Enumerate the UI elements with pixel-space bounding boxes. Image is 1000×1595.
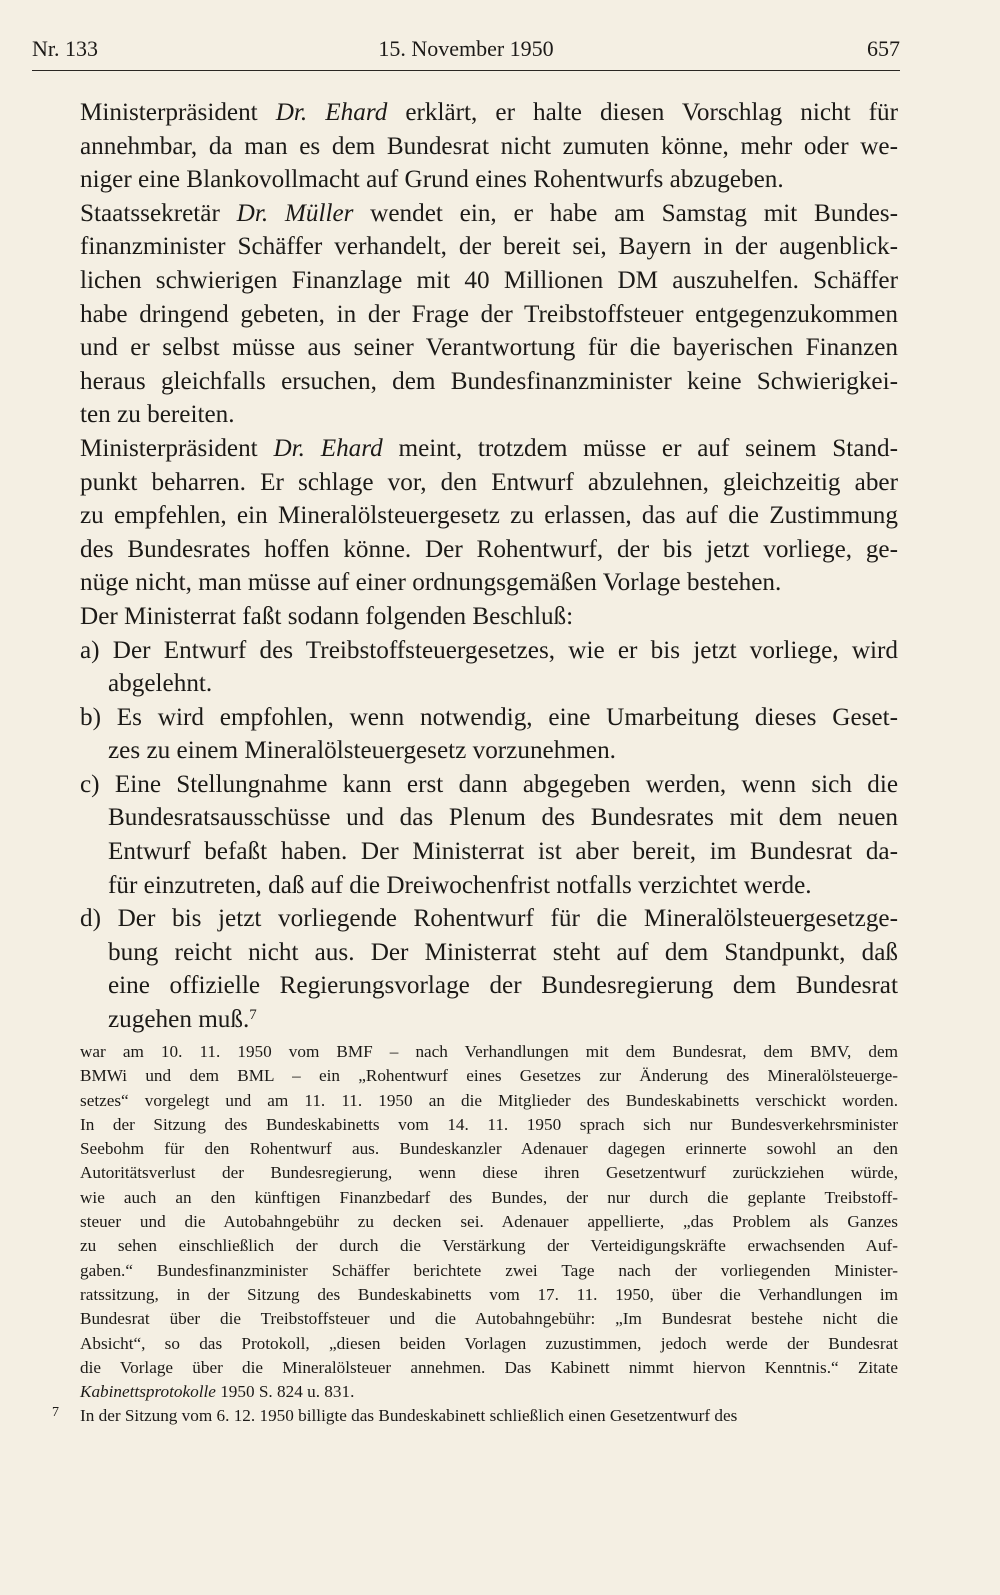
text-run: Dr. Ehard <box>273 434 383 462</box>
text-run: b) Es wird empfohlen, wenn notwendig, eine Umarbeitung dieses Geset- <box>80 703 898 731</box>
text-line <box>80 432 898 466</box>
footnote-line <box>80 1113 898 1137</box>
footnote-line <box>80 1064 898 1088</box>
footnote-line <box>80 1307 898 1331</box>
text-run: heraus gleichfalls ersuchen, dem Bundesfinanzminister keine Schwierigkei- <box>80 367 898 395</box>
text-line <box>80 365 898 399</box>
footnote-line <box>80 1089 898 1113</box>
text-run: bung reicht nicht aus. Der Ministerrat steht auf dem Standpunkt, daß <box>108 938 898 966</box>
text-run: meint, trotzdem müsse er auf seinem Stand- <box>382 434 899 462</box>
text-line <box>80 869 898 903</box>
text-line <box>80 600 898 634</box>
footnote-number: 7 <box>52 1405 59 1421</box>
text-run: c) Eine Stellungnahme kann erst dann abgegeben werden, wenn sich die <box>80 770 898 798</box>
text-line <box>80 801 898 835</box>
text-run: und er selbst müsse aus seiner Verantwortung für die bayerischen Finanzen <box>80 334 898 362</box>
text-run: finanzminister Schäffer verhandelt, der bereit sei, Bayern in der augenblick- <box>80 233 898 261</box>
text-run: die Vorlage über die Mineralölsteuer annehmen. Das Kabinett nimmt hiervon Kenntnis.“ Zitate <box>80 1357 898 1377</box>
text-run: wendet ein, er habe am Samstag mit Bundes- <box>353 199 898 227</box>
text-run: steuer und die Autobahngebühr zu decken sei. Adenauer appellierte, „das Problem als Ganzes <box>80 1212 898 1232</box>
footnote-line <box>80 1210 898 1234</box>
text-run: zu sehen einschließlich der durch die Verstärkung der Verteidigungskräfte erwachsenden Auf- <box>80 1236 898 1256</box>
text-line <box>80 499 898 533</box>
text-run: BMWi und dem BML – ein „Rohentwurf eines Gesetzes zur Änderung des Mineralölsteuerge- <box>80 1066 898 1086</box>
text-run: für einzutreten, daß auf die Dreiwochenfrist notfalls verzichtet werde. <box>108 871 812 899</box>
text-run: des Bundesrates hoffen könne. Der Rohentwurf, der bis jetzt vorliege, ge- <box>80 535 898 563</box>
footnote-line <box>80 1234 898 1258</box>
text-line <box>80 466 898 500</box>
header-rule <box>32 70 900 71</box>
page-number: 657 <box>867 36 900 61</box>
footnote-line <box>80 1186 898 1210</box>
text-run: nüge nicht, man müsse auf einer ordnungsgemäßen Vorlage bestehen. <box>80 569 782 597</box>
footnote-line <box>52 1404 898 1428</box>
text-run: a) Der Entwurf des Treibstoffsteuergesetzes, wie er bis jetzt vorliege, wird <box>80 636 898 664</box>
text-run: wie auch an den künftigen Finanzbedarf des Bundes, der nur durch die geplante Treibstoff- <box>80 1187 898 1207</box>
text-run: Bundesratsausschüsse und das Plenum des Bundesrates mit dem neuen <box>108 804 898 832</box>
text-run: Ministerpräsident <box>80 99 276 126</box>
text-run: niger eine Blankovollmacht auf Grund eines Rohentwurfs abzugeben. <box>80 166 784 194</box>
text-run: setzes“ vorgelegt und am 11. 11. 1950 an die Mitglieder des Bundeskabinetts verschickt worden. <box>80 1090 898 1110</box>
text-run: Der Ministerrat faßt sodann folgenden Beschluß: <box>80 602 574 630</box>
text-line <box>80 936 898 970</box>
footnote-line <box>80 1040 898 1064</box>
text-run: Kabinettsprotokolle <box>80 1382 216 1402</box>
footnote-line <box>80 1332 898 1356</box>
text-line <box>80 331 898 365</box>
text-line <box>80 768 898 802</box>
text-run: Dr. Ehard <box>275 99 388 126</box>
text-run: In der Sitzung vom 6. 12. 1950 billigte das Bundeskabinett schließlich einen Gesetzentwurf des <box>80 1406 738 1426</box>
text-run: In der Sitzung des Bundeskabinetts vom 14. 11. 1950 sprach sich nur Bundesverkehrsminister <box>80 1114 898 1134</box>
text-line <box>80 701 898 735</box>
text-run: ratssitzung, in der Sitzung des Bundeskabinetts vom 17. 11. 1950, über die Verhandlungen im <box>80 1284 898 1304</box>
text-run: eine offizielle Regierungsvorlage der Bundesregierung dem Bundesrat <box>108 972 898 1000</box>
text-run: zes zu einem Mineralölsteuergesetz vorzunehmen. <box>108 737 616 765</box>
text-run: Ministerpräsident <box>80 434 274 462</box>
text-line <box>80 163 898 197</box>
text-run: habe dringend gebeten, in der Frage der Treibstoffsteuer entgegenzukommen <box>80 300 898 328</box>
text-line <box>80 969 898 1003</box>
text-run: ten zu bereiten. <box>80 401 235 429</box>
text-line <box>80 230 898 264</box>
text-run: abgelehnt. <box>108 670 213 698</box>
footnotes <box>52 1040 898 1429</box>
text-run: Entwurf befaßt haben. Der Ministerrat ist aber bereit, im Bundesrat da- <box>108 838 898 866</box>
text-run: Staatssekretär <box>80 199 237 227</box>
text-run: zugehen muß. <box>108 1006 250 1034</box>
text-run: 1950 S. 824 u. 831. <box>215 1382 355 1402</box>
document-number: Nr. 133 <box>32 36 98 61</box>
text-line <box>80 130 898 164</box>
text-line <box>80 398 898 432</box>
footnote-reference: 7 <box>249 1007 257 1024</box>
running-header <box>32 36 900 66</box>
text-line <box>80 566 898 600</box>
text-line <box>80 533 898 567</box>
text-run: Absicht“, so das Protokoll, „diesen beiden Vorlagen zuzustimmen, jedoch werde der Bundesrat <box>80 1333 898 1353</box>
document-date: 15. November 1950 <box>378 36 554 61</box>
text-line <box>80 634 898 668</box>
text-line <box>80 667 898 701</box>
text-run: war am 10. 11. 1950 vom BMF – nach Verhandlungen mit dem Bundesrat, dem BMV, dem <box>80 1042 898 1061</box>
text-line <box>80 1003 898 1037</box>
text-line <box>80 197 898 231</box>
footnote-line <box>80 1161 898 1185</box>
text-run: erklärt, er halte diesen Vorschlag nicht für <box>387 99 898 126</box>
text-run: gaben.“ Bundesfinanzminister Schäffer berichtete zwei Tage nach der vorliegenden Minister- <box>80 1260 898 1280</box>
text-line <box>80 734 898 768</box>
text-run: Autoritätsverlust der Bundesregierung, wenn diese ihren Gesetzentwurf zurückziehen würde, <box>80 1163 898 1183</box>
text-line <box>80 835 898 869</box>
text-line <box>80 264 898 298</box>
footnote-line <box>80 1259 898 1283</box>
text-run: lichen schwierigen Finanzlage mit 40 Millionen DM auszuhelfen. Schäffer <box>80 266 898 294</box>
text-line <box>80 96 898 130</box>
text-run: punkt beharren. Er schlage vor, den Entwurf abzulehnen, gleichzeitig aber <box>80 468 898 496</box>
text-line <box>80 298 898 332</box>
text-run: annehmbar, da man es dem Bundesrat nicht zumuten könne, mehr oder we- <box>80 132 898 160</box>
text-run: Seebohm für den Rohentwurf aus. Bundeskanzler Adenauer dagegen erinnerte sowohl an den <box>80 1139 898 1159</box>
footnote-line <box>80 1356 898 1380</box>
footnote-line <box>80 1283 898 1307</box>
text-run: zu empfehlen, ein Mineralölsteuergesetz zu erlassen, das auf die Zustimmung <box>80 502 898 530</box>
text-run: Bundesrat über die Treibstoffsteuer und die Autobahngebühr: „Im Bundesrat bestehe nicht die <box>80 1309 898 1329</box>
text-run: d) Der bis jetzt vorliegende Rohentwurf für die Mineralölsteuergesetzge- <box>80 905 898 933</box>
text-line <box>80 902 898 936</box>
text-run: Dr. Müller <box>236 199 354 227</box>
footnote-line <box>80 1380 898 1404</box>
main-text <box>80 96 898 1037</box>
footnote-line <box>80 1137 898 1161</box>
